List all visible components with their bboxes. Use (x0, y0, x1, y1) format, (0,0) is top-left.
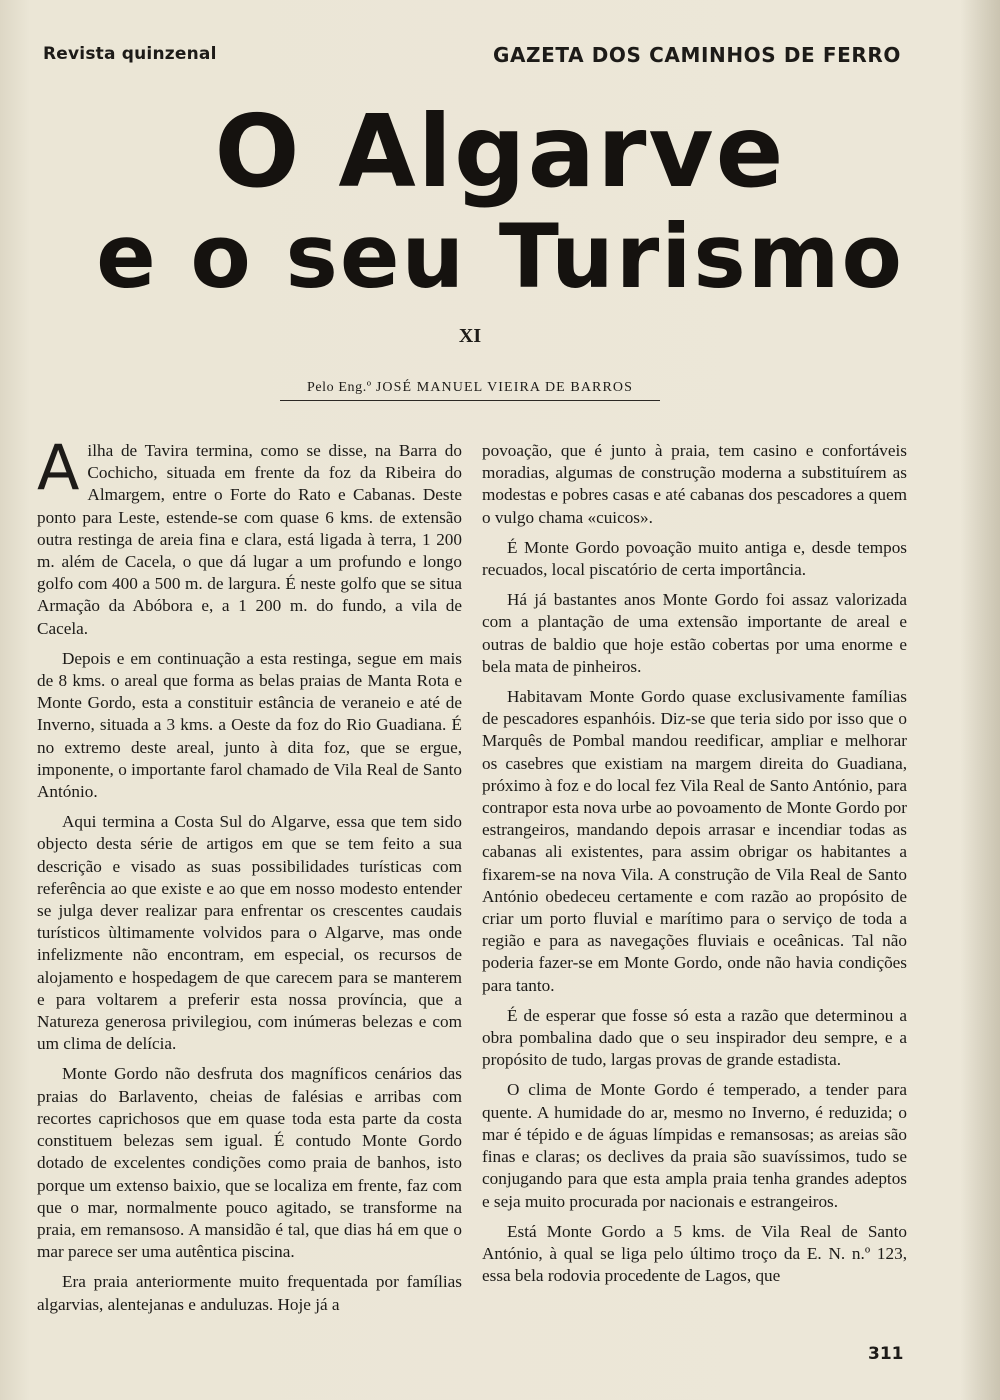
paragraph: Habitavam Monte Gordo quase exclusivamente famílias de pescadores espanhóis. Diz-se que teria sido por isso que o Marquês de Pombal mandou reedificar, ampliar e melhorar os casebres que existiam na margem direita do Guadiana, próximo à foz e do local fez Vila Real de Santo António, para contrapor esta nova urbe ao povoamento de Monte Gordo por estrangeiros, mandando depois arrasar e incendiar todas as cabanas ali existentes, para assim obrigar os habitantes a fixarem-se na nova Vila. A construção de Vila Real de Santo António obedeceu certamente e com razão ao propósito de criar um porto fluvial e marítimo para o serviço de toda a região e para as navegações fluviais e oceânicas. Tal não poderia fazer-se em Monte Gordo, onde não havia condições para tanto. (482, 687, 907, 995)
page-number: 311 (868, 1344, 904, 1364)
paragraph: Está Monte Gordo a 5 kms. de Vila Real de Santo António, à qual se liga pelo último troço da E. N. n.º 123, essa bela rodovia procedente de Lagos, que (482, 1221, 907, 1286)
drop-cap: A (37, 431, 80, 504)
header-right: GAZETA DOS CAMINHOS DE FERRO (492, 43, 901, 67)
article-column-left (37, 431, 462, 1324)
paragraph: É Monte Gordo povoação muito antiga e, desde tempos recuados, local piscatório de certa importância. (482, 537, 907, 580)
part-number: XI (458, 325, 482, 347)
paragraph: Há já bastantes anos Monte Gordo foi assaz valorizada com a plantação de uma extensão importante de areal e outras de baldio que hoje estão cobertas por uma enorme e bela mata de pinheiros. (482, 590, 907, 676)
paragraph: povoação, que é junto à praia, tem casino e confortáveis moradias, algumas de construção moderna a substituírem as modestas e pobres casas e até cabanas dos pescadores a quem o vulgo chama «cuicos». (482, 441, 907, 527)
paragraph: Monte Gordo não desfruta dos magníficos cenários das praias do Barlavento, cheias de falésias e arribas com recortes caprichosos que em quase toda esta parte da costa constituem belezas sem igual. É contudo Monte Gordo dotado de excelentes condições como praia de banhos, isto porque um extenso baixio, que se localiza em frente, faz com que o mar, normalmente pouco agitado, se transforme na praia, em remansoso. A mansidão é tal, que dias há em que o mar parece ser uma autêntica piscina. (37, 1064, 462, 1262)
byline-prefix: Pelo Eng.º (306, 380, 372, 395)
byline (280, 380, 660, 401)
article-title-line1: O Algarve (214, 93, 786, 210)
paragraph: O clima de Monte Gordo é temperado, a tender para quente. A humidade do ar, mesmo no Inverno, é reduzida; o mar é tépido e de águas límpidas e remansosas; as areias são finas e claras; os declives da praia são suavíssimos, tudo se conjugando para que esta ampla praia tenha grandes adeptos e seja muito procurada por nacionais e estrangeiros. (482, 1080, 907, 1211)
paragraph: Depois e em continuação a esta restinga, segue em mais de 8 kms. o areal que forma as belas praias de Manta Rota e Monte Gordo, esta a constituir estância de veraneio e até de Inverno, situada a 3 kms. a Oeste da foz do Rio Guadiana. É no extremo deste areal, junto à dita foz, que se ergue, imponente, o importante farol chamado de Vila Real de Santo António. (37, 648, 462, 802)
paragraph: Ailha de Tavira termina, como se disse, na Barra do Cochicho, situada em frente da foz da Ribeira do Almargem, entre o Forte do Rato e Cabanas. Deste ponto para Leste, estende-se com quase 6 kms. de extensão outra restinga de areia fina e clara, está ligada à terra, 1 200 m. além de Cacela, o que dá lugar a um profundo e longo golfo com 400 a 500 m. de largura. É neste golfo que se situa Armação da Abóbora e, a 1 200 m. do fundo, a vila de Cacela. (37, 431, 462, 638)
article-title-line2: e o seu Turismo (96, 205, 904, 308)
article-column-right (482, 440, 907, 1295)
byline-author: JOSÉ MANUEL VIEIRA DE BARROS (375, 380, 634, 395)
header-left: Revista quinzenal (43, 44, 217, 64)
paragraph: Aqui termina a Costa Sul do Algarve, essa que tem sido objecto desta série de artigos em que se tem feito a sua descrição e visado as suas possibilidades turísticas com referência ao que existe e ao que em nosso modesto entender se julga dever realizar para enfrentar os crescentes caudais turísticos ùltimamente volvidos para o Algarve, mas onde infelizmente não encontram, em especial, os recursos de alojamento e hospedagem de que carecem para se manterem e para voltarem a preferir esta nossa província, que a Natureza generosa privilegiou, com inúmeras belezas e com um clima de delícia. (37, 812, 462, 1054)
paragraph: Era praia anteriormente muito frequentada por famílias algarvias, alentejanas e anduluzas. Hoje já a (37, 1272, 462, 1314)
paragraph: É de esperar que fosse só esta a razão que determinou a obra pombalina dado que o seu inspirador deu sempre, e a propósito de tudo, largas provas de grande estadista. (482, 1005, 907, 1070)
